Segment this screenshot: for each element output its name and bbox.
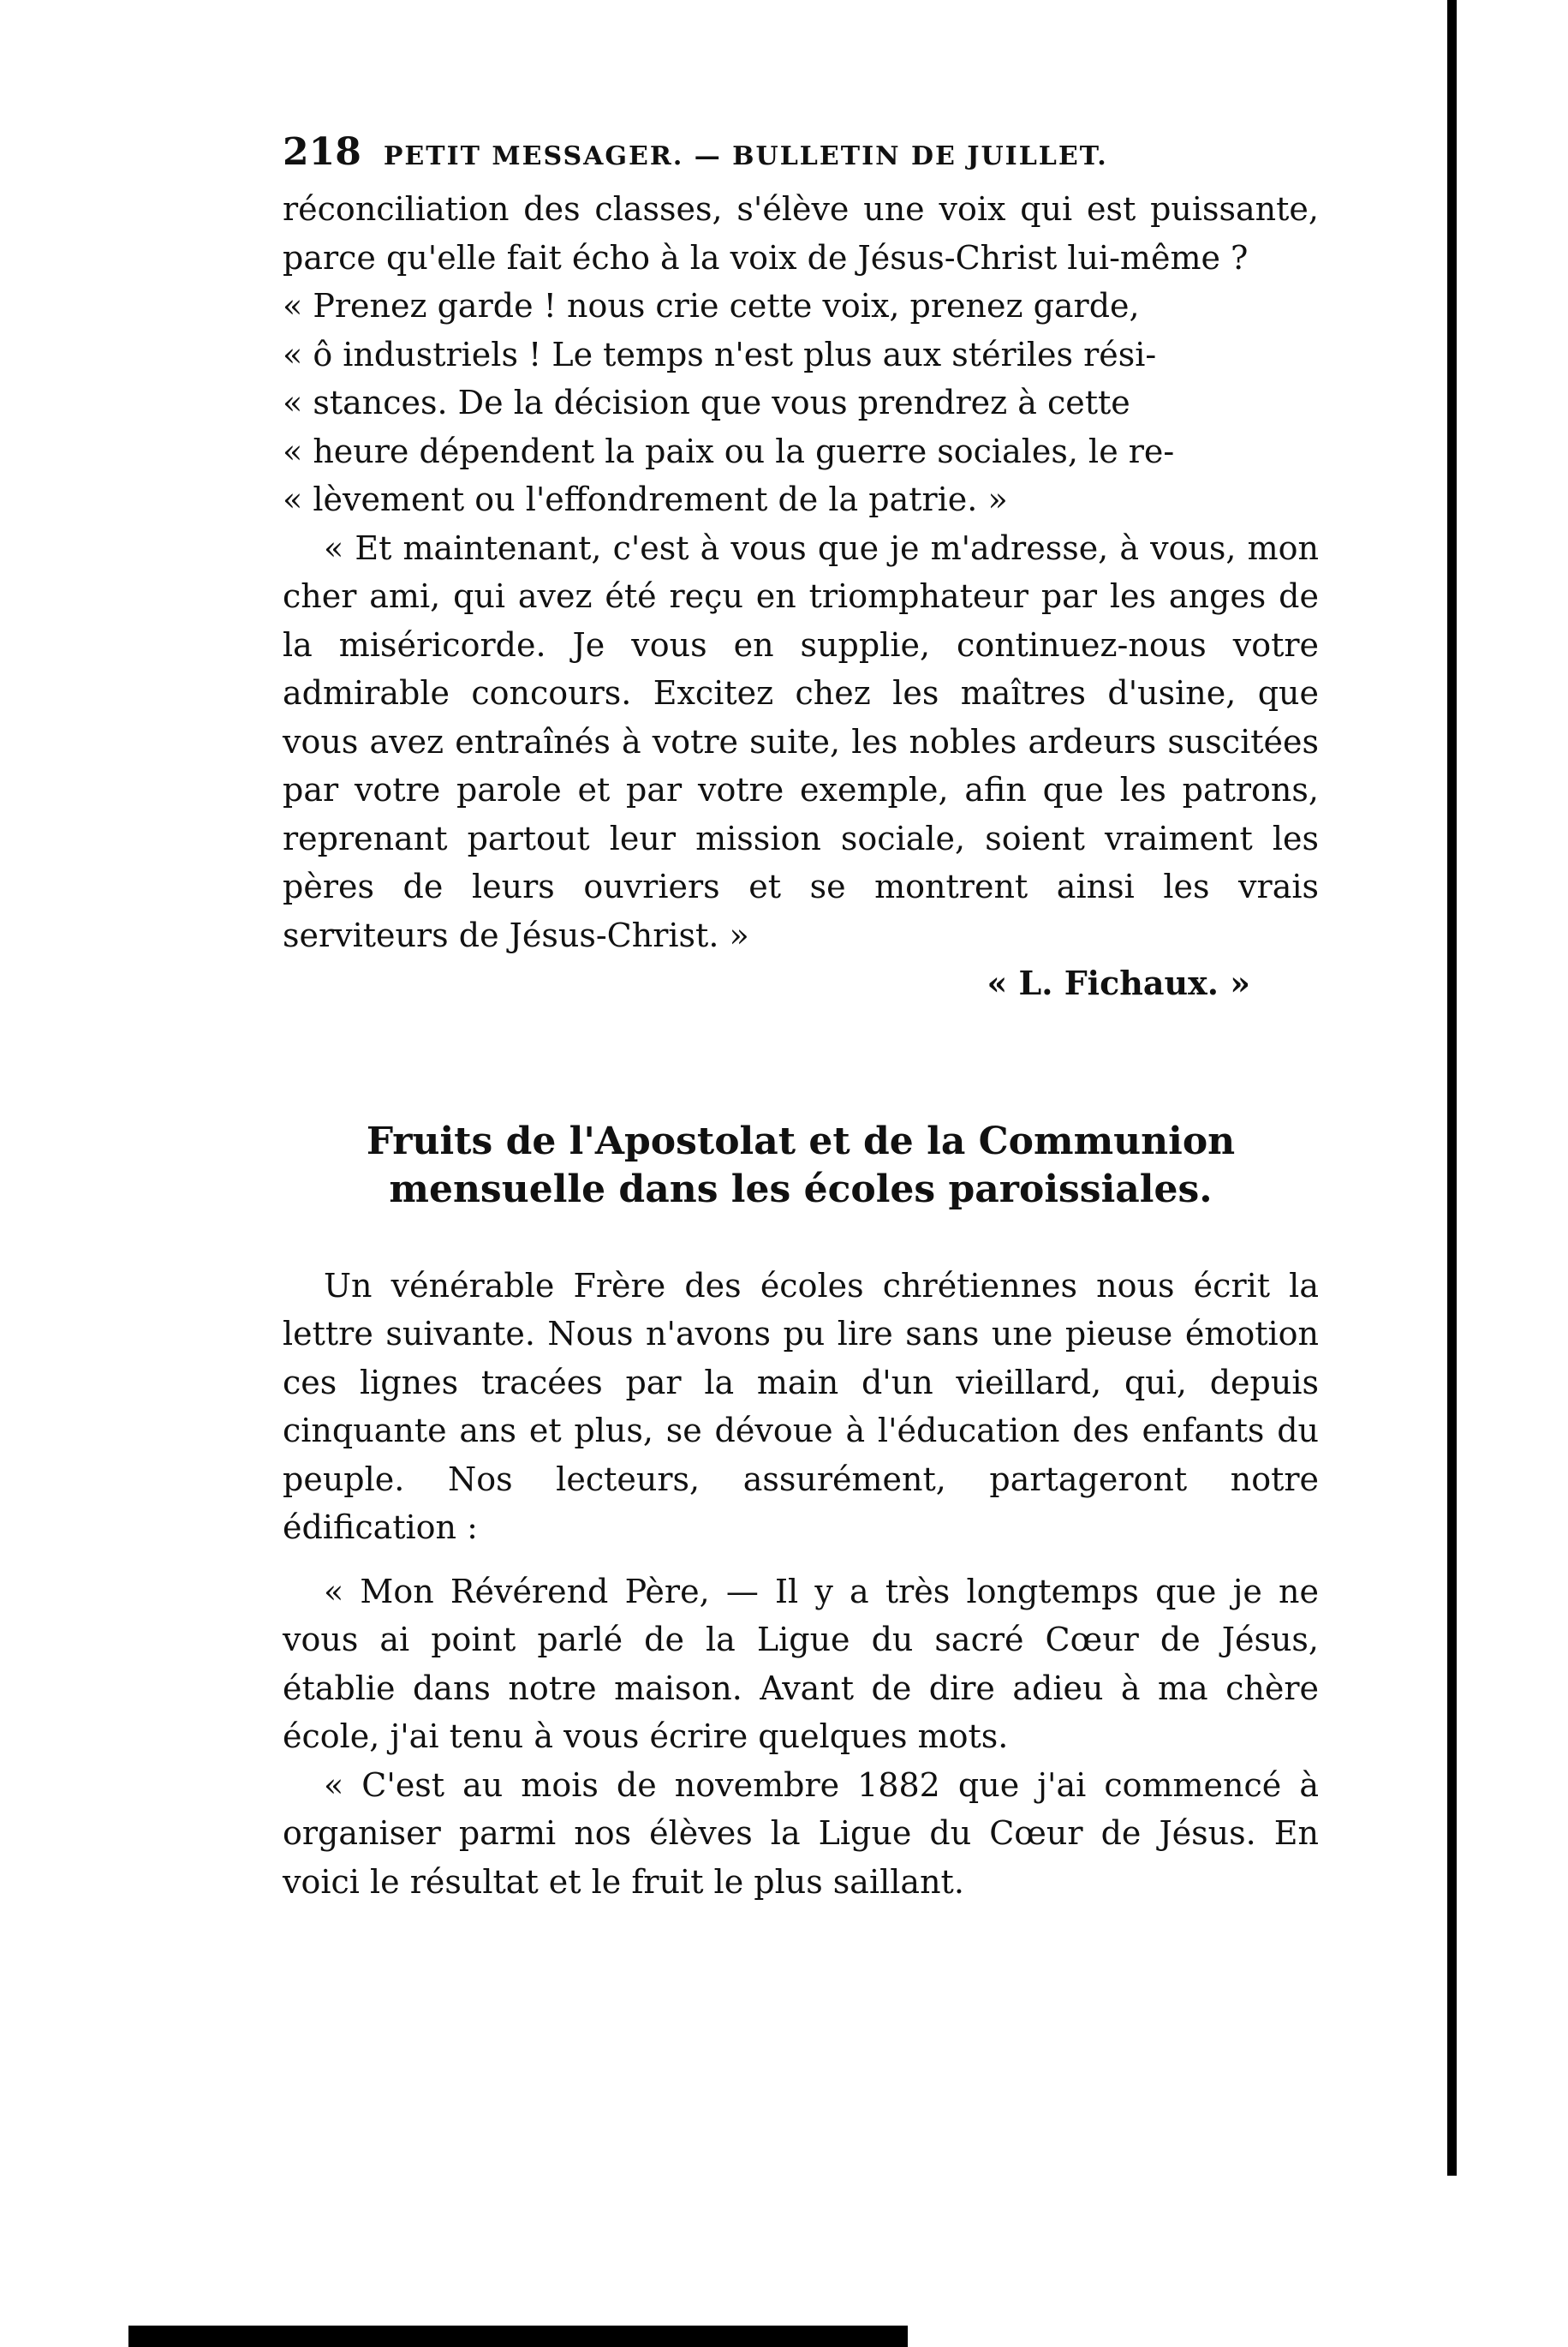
paragraph-1: réconciliation des classes, s'élève une voix qui est puissante, parce qu'elle fait écho à la voix de Jésus-Christ lui-même ? [283,190,1319,277]
text-block [283,128,1319,1906]
quote-line-5: « lèvement ou l'effondrement de la patrie. » [283,481,1008,518]
paragraph-3: Un vénérable Frère des écoles chrétiennes nous écrit la lettre suivante. Nous n'avons pu lire sans une pieuse émotion ces lignes tracées par la main d'un vieillard, qui, depuis cinquante ans et plus, se dévoue à l'éducation des enfants du peuple. Nos lecteurs, assurément, partageront notre édification : [283,1266,1319,1546]
page-edge-bottom [128,2326,908,2347]
paragraph-2: « Et maintenant, c'est à vous que je m'adresse, à vous, mon cher ami, qui avez été reçu en triomphateur par les anges de la miséricorde. Je vous en supplie, continuez-nous votre admirable concours. Excitez chez les maîtres d'usine, que vous avez entraînés à votre suite, les nobles ardeurs suscitées par votre parole et par votre exemple, afin que les patrons, reprenant partout leur mission sociale, soient vraiment les pères de leurs ouvriers et se montrent ainsi les vrais serviteurs de Jésus-Christ. » [283,529,1319,954]
section-title: Fruits de l'Apostolat et de la Communion mensuelle dans les écoles paroissiales. [366,1119,1236,1211]
page-number: 218 [283,130,361,174]
quote-line-1: « Prenez garde ! nous crie cette voix, prenez garde, [283,287,1140,325]
quote-line-3: « stances. De la décision que vous prendrez à cette [283,384,1130,421]
quote-line-2: « ô industriels ! Le temps n'est plus aux stériles rési- [283,335,1157,373]
paragraph-gap [283,1552,1319,1568]
paragraph-5: « C'est au mois de novembre 1882 que j'ai commencé à organiser parmi nos élèves la Ligue du Cœur de Jésus. En voici le résultat et le fruit le plus saillant. [283,1765,1319,1901]
running-head [283,128,1319,180]
page-edge-right [1447,0,1457,2176]
signature: « L. Fichaux. » [987,964,1250,1002]
paragraph-4: « Mon Révérend Père, — Il y a très longtemps que je ne vous ai point parlé de la Ligue du sacré Cœur de Jésus, établie dans notre maison. Avant de dire adieu à ma chère école, j'ai tenu à vous écrire quelques mots. [283,1572,1319,1755]
quote-line-4: « heure dépendent la paix ou la guerre sociales, le re- [283,432,1175,470]
running-title: PETIT MESSAGER. — BULLETIN DE JUILLET. [383,141,1108,171]
